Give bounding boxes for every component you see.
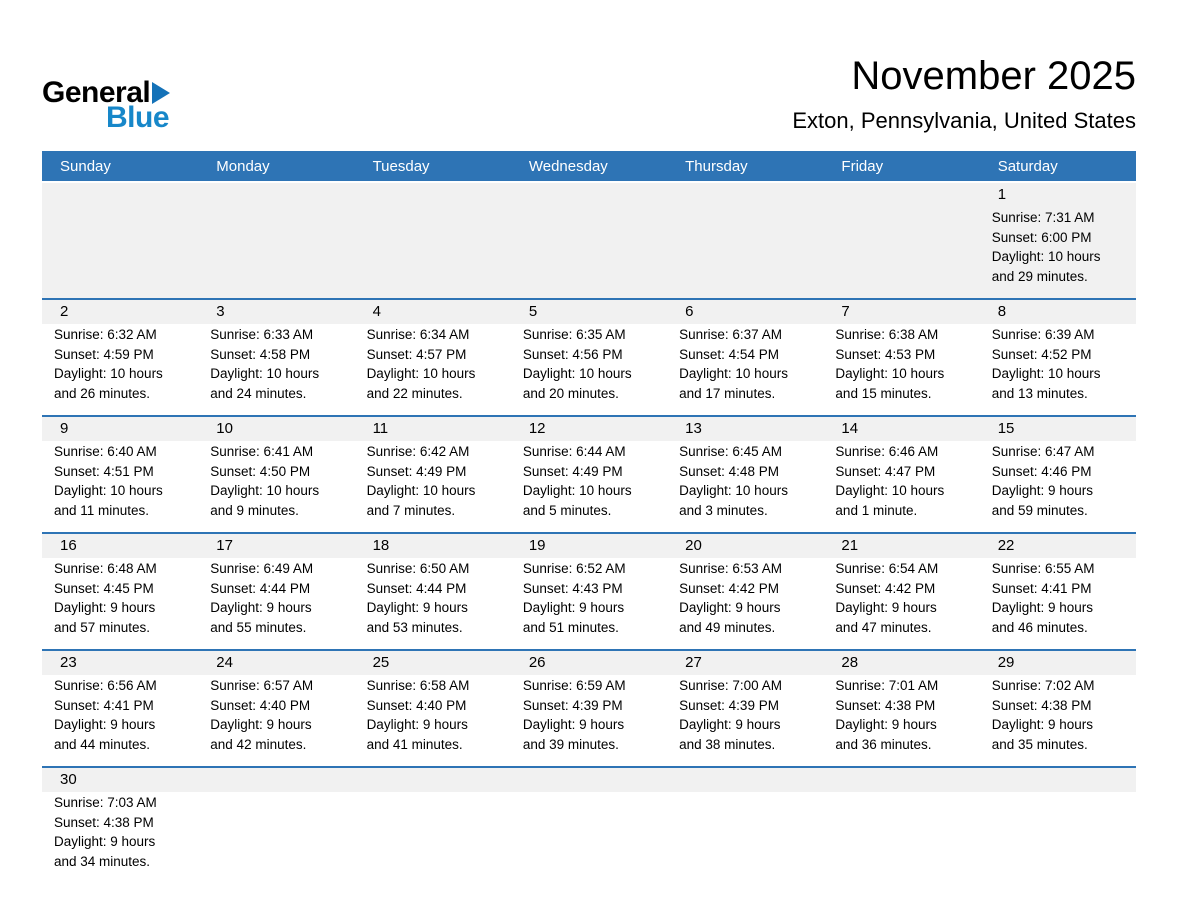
daylight-text-line2: and 20 minutes. — [522, 385, 619, 401]
daylight-text-line2: and 1 minute. — [835, 502, 918, 518]
day-cell-17 — [198, 558, 354, 649]
daylight-text-line1: Daylight: 9 hours — [835, 600, 937, 615]
daylight-text-line2: and 42 minutes. — [210, 736, 307, 752]
day-content-row — [42, 441, 1136, 532]
daylight-text-line1: Daylight: 10 hours — [991, 366, 1101, 381]
weekday-wednesday: Wednesday — [528, 157, 608, 175]
logo-text-blue: Blue — [106, 101, 170, 134]
empty-day-number — [980, 768, 1136, 792]
empty-day-number — [511, 183, 667, 207]
day-content-row — [42, 207, 1136, 298]
daylight-text-line2: and 36 minutes. — [835, 736, 932, 752]
day-cell-15 — [980, 441, 1136, 532]
day-cell-24 — [198, 675, 354, 766]
daylight-text-line2: and 59 minutes. — [991, 502, 1088, 518]
sunrise-text: Sunrise: 6:42 AM — [366, 444, 470, 459]
sunset-text: Sunset: 4:48 PM — [679, 463, 779, 479]
day-content-row — [42, 675, 1136, 766]
day-number-23: 23 — [60, 654, 77, 671]
empty-day-cell — [823, 792, 979, 883]
sunrise-text: Sunrise: 6:54 AM — [835, 561, 939, 576]
sunset-text: Sunset: 4:53 PM — [835, 346, 936, 362]
day-cell-9 — [42, 441, 198, 532]
daylight-text-line2: and 51 minutes. — [522, 619, 619, 635]
daylight-text-line2: and 29 minutes. — [991, 268, 1088, 284]
week-row-3 — [42, 415, 1136, 532]
sunset-text: Sunset: 4:50 PM — [210, 463, 311, 479]
sunset-text: Sunset: 4:42 PM — [679, 580, 779, 596]
daylight-text-line1: Daylight: 10 hours — [366, 366, 476, 381]
weekday-saturday: Saturday — [997, 157, 1058, 175]
sunset-text: Sunset: 4:40 PM — [210, 697, 311, 713]
sunrise-text: Sunrise: 6:32 AM — [54, 327, 157, 342]
sunset-text: Sunset: 4:46 PM — [991, 463, 1092, 479]
daylight-text-line1: Daylight: 10 hours — [366, 483, 476, 498]
day-number-15: 15 — [997, 420, 1015, 437]
daylight-text-line2: and 41 minutes. — [366, 736, 463, 752]
empty-day-number — [355, 183, 511, 207]
empty-day-number — [198, 183, 354, 207]
day-cell-6 — [667, 324, 823, 415]
daylight-text-line2: and 5 minutes. — [522, 502, 612, 518]
day-cell-18 — [355, 558, 511, 649]
calendar-location: Exton, Pennsylvania, United States — [792, 108, 1136, 133]
sunset-text: Sunset: 6:00 PM — [991, 229, 1092, 245]
daylight-text-line1: Daylight: 10 hours — [522, 366, 632, 381]
sunrise-text: Sunrise: 6:56 AM — [54, 678, 157, 693]
daylight-text-line1: Daylight: 10 hours — [991, 249, 1101, 264]
daylight-text-line1: Daylight: 9 hours — [991, 483, 1094, 498]
day-cell-25 — [355, 675, 511, 766]
day-number-22: 22 — [997, 537, 1015, 554]
sunset-text: Sunset: 4:54 PM — [679, 346, 779, 362]
empty-day-cell — [198, 207, 354, 298]
title-block — [792, 54, 1136, 134]
weekday-header-row — [42, 151, 1136, 181]
day-cell-28 — [823, 675, 979, 766]
sunset-text: Sunset: 4:44 PM — [210, 580, 311, 596]
empty-day-cell — [823, 207, 979, 298]
daylight-text-line2: and 55 minutes. — [210, 619, 307, 635]
daylight-text-line2: and 11 minutes. — [54, 502, 150, 518]
daylight-text-line2: and 47 minutes. — [835, 619, 932, 635]
sunrise-text: Sunrise: 6:33 AM — [210, 327, 314, 342]
weekday-thursday: Thursday — [685, 157, 748, 175]
daylight-text-line1: Daylight: 10 hours — [210, 483, 320, 498]
sunrise-text: Sunrise: 6:58 AM — [366, 678, 470, 693]
day-number-27: 27 — [685, 654, 702, 671]
logo-text-general: General — [42, 76, 151, 109]
daylight-text-line1: Daylight: 9 hours — [54, 600, 156, 615]
sunrise-text: Sunrise: 6:35 AM — [522, 327, 626, 342]
daylight-text-line1: Daylight: 10 hours — [522, 483, 632, 498]
day-number-19: 19 — [528, 537, 546, 554]
empty-day-number — [667, 183, 823, 207]
daylight-text-line1: Daylight: 9 hours — [210, 717, 312, 732]
day-number-30: 30 — [60, 771, 77, 788]
day-number-17: 17 — [216, 537, 233, 554]
day-cell-19 — [511, 558, 667, 649]
week-row-5 — [42, 649, 1136, 766]
daylight-text-line2: and 17 minutes. — [679, 385, 776, 401]
day-number-26: 26 — [528, 654, 546, 671]
daylight-text-line2: and 13 minutes. — [991, 385, 1088, 401]
day-number-7: 7 — [841, 303, 850, 320]
weekday-friday: Friday — [841, 157, 884, 175]
sunset-text: Sunset: 4:57 PM — [366, 346, 467, 362]
week-row-4 — [42, 532, 1136, 649]
sunset-text: Sunset: 4:38 PM — [54, 814, 154, 830]
calendar-grid — [42, 151, 1136, 883]
day-cell-16 — [42, 558, 198, 649]
sunset-text: Sunset: 4:51 PM — [54, 463, 154, 479]
day-number-stripe — [42, 417, 1136, 441]
empty-day-number — [42, 183, 198, 207]
day-number-10: 10 — [216, 420, 233, 437]
day-number-1: 1 — [997, 186, 1007, 203]
daylight-text-line2: and 39 minutes. — [522, 736, 619, 752]
page-header — [0, 0, 1188, 151]
sunrise-text: Sunrise: 7:31 AM — [991, 210, 1095, 225]
day-cell-30 — [42, 792, 198, 883]
sunrise-text: Sunrise: 6:52 AM — [522, 561, 626, 576]
weeks-container — [42, 181, 1136, 883]
day-number-6: 6 — [685, 303, 694, 320]
day-number-28: 28 — [841, 654, 859, 671]
daylight-text-line1: Daylight: 9 hours — [522, 600, 625, 615]
day-number-9: 9 — [60, 420, 69, 437]
sunset-text: Sunset: 4:41 PM — [54, 697, 154, 713]
daylight-text-line2: and 49 minutes. — [679, 619, 776, 635]
day-cell-7 — [823, 324, 979, 415]
weekday-tuesday: Tuesday — [372, 157, 430, 175]
empty-day-cell — [511, 207, 667, 298]
sunrise-text: Sunrise: 6:39 AM — [991, 327, 1095, 342]
empty-day-number — [667, 768, 823, 792]
day-number-14: 14 — [841, 420, 859, 437]
day-number-stripe — [42, 183, 1136, 207]
sunrise-text: Sunrise: 6:46 AM — [835, 444, 939, 459]
daylight-text-line2: and 53 minutes. — [366, 619, 463, 635]
day-cell-12 — [511, 441, 667, 532]
daylight-text-line2: and 44 minutes. — [54, 736, 151, 752]
daylight-text-line1: Daylight: 10 hours — [835, 366, 945, 381]
daylight-text-line2: and 3 minutes. — [679, 502, 768, 518]
sunset-text: Sunset: 4:42 PM — [835, 580, 936, 596]
daylight-text-line2: and 15 minutes. — [835, 385, 932, 401]
day-number-11: 11 — [372, 420, 389, 437]
sunrise-text: Sunrise: 6:41 AM — [210, 444, 314, 459]
daylight-text-line2: and 9 minutes. — [210, 502, 299, 518]
daylight-text-line1: Daylight: 9 hours — [991, 717, 1094, 732]
daylight-text-line2: and 24 minutes. — [210, 385, 307, 401]
day-number-5: 5 — [528, 303, 538, 320]
day-cell-22 — [980, 558, 1136, 649]
daylight-text-line1: Daylight: 9 hours — [835, 717, 937, 732]
daylight-text-line1: Daylight: 10 hours — [210, 366, 320, 381]
empty-day-number — [198, 768, 354, 792]
empty-day-cell — [355, 207, 511, 298]
day-cell-29 — [980, 675, 1136, 766]
day-number-24: 24 — [216, 654, 233, 671]
sunrise-text: Sunrise: 7:02 AM — [991, 678, 1095, 693]
sunset-text: Sunset: 4:59 PM — [54, 346, 154, 362]
daylight-text-line1: Daylight: 9 hours — [679, 717, 781, 732]
sunset-text: Sunset: 4:56 PM — [522, 346, 623, 362]
day-cell-27 — [667, 675, 823, 766]
sunrise-text: Sunrise: 6:45 AM — [679, 444, 782, 459]
day-cell-14 — [823, 441, 979, 532]
sunrise-text: Sunrise: 6:37 AM — [679, 327, 782, 342]
sunrise-text: Sunrise: 6:48 AM — [54, 561, 157, 576]
empty-day-cell — [42, 207, 198, 298]
day-cell-2 — [42, 324, 198, 415]
sunset-text: Sunset: 4:41 PM — [991, 580, 1092, 596]
day-number-2: 2 — [60, 303, 69, 320]
empty-day-cell — [511, 792, 667, 883]
empty-day-number — [511, 768, 667, 792]
sunrise-text: Sunrise: 6:47 AM — [991, 444, 1095, 459]
sunset-text: Sunset: 4:52 PM — [991, 346, 1092, 362]
day-number-stripe — [42, 300, 1136, 324]
sunrise-text: Sunrise: 6:40 AM — [54, 444, 157, 459]
day-number-stripe — [42, 534, 1136, 558]
day-cell-4 — [355, 324, 511, 415]
day-number-3: 3 — [216, 303, 225, 320]
daylight-text-line1: Daylight: 9 hours — [210, 600, 312, 615]
daylight-text-line1: Daylight: 9 hours — [679, 600, 781, 615]
day-content-row — [42, 558, 1136, 649]
empty-day-cell — [355, 792, 511, 883]
empty-day-number — [823, 183, 979, 207]
daylight-text-line2: and 7 minutes. — [366, 502, 456, 518]
daylight-text-line1: Daylight: 9 hours — [366, 717, 468, 732]
day-content-row — [42, 792, 1136, 883]
week-row-1 — [42, 181, 1136, 298]
sunrise-text: Sunrise: 7:00 AM — [679, 678, 782, 693]
weekday-monday: Monday — [216, 157, 270, 175]
day-number-12: 12 — [528, 420, 546, 437]
sunrise-text: Sunrise: 6:50 AM — [366, 561, 470, 576]
daylight-text-line2: and 35 minutes. — [991, 736, 1088, 752]
day-cell-26 — [511, 675, 667, 766]
day-number-18: 18 — [372, 537, 390, 554]
day-cell-20 — [667, 558, 823, 649]
daylight-text-line2: and 38 minutes. — [679, 736, 776, 752]
daylight-text-line1: Daylight: 10 hours — [54, 366, 163, 381]
week-row-2 — [42, 298, 1136, 415]
sunset-text: Sunset: 4:45 PM — [54, 580, 154, 596]
sunset-text: Sunset: 4:39 PM — [679, 697, 779, 713]
sunrise-text: Sunrise: 6:57 AM — [210, 678, 314, 693]
day-number-20: 20 — [685, 537, 702, 554]
daylight-text-line2: and 57 minutes. — [54, 619, 151, 635]
day-cell-11 — [355, 441, 511, 532]
calendar-month-title: November 2025 — [851, 54, 1136, 98]
daylight-text-line2: and 26 minutes. — [54, 385, 151, 401]
sunset-text: Sunset: 4:43 PM — [522, 580, 623, 596]
day-content-row — [42, 324, 1136, 415]
empty-day-cell — [980, 792, 1136, 883]
day-number-stripe — [42, 651, 1136, 675]
sunset-text: Sunset: 4:39 PM — [522, 697, 623, 713]
daylight-text-line1: Daylight: 9 hours — [366, 600, 468, 615]
sunrise-text: Sunrise: 6:53 AM — [679, 561, 782, 576]
sunset-text: Sunset: 4:38 PM — [835, 697, 936, 713]
sunset-text: Sunset: 4:40 PM — [366, 697, 467, 713]
empty-day-number — [355, 768, 511, 792]
day-cell-8 — [980, 324, 1136, 415]
sunset-text: Sunset: 4:38 PM — [991, 697, 1092, 713]
day-number-stripe — [42, 768, 1136, 792]
day-number-29: 29 — [997, 654, 1015, 671]
empty-day-cell — [667, 792, 823, 883]
daylight-text-line1: Daylight: 10 hours — [679, 366, 788, 381]
day-cell-5 — [511, 324, 667, 415]
daylight-text-line1: Daylight: 10 hours — [54, 483, 163, 498]
day-number-13: 13 — [685, 420, 702, 437]
sunrise-text: Sunrise: 6:38 AM — [835, 327, 939, 342]
sunrise-text: Sunrise: 6:49 AM — [210, 561, 314, 576]
week-row-6 — [42, 766, 1136, 883]
day-number-4: 4 — [372, 303, 381, 320]
empty-day-number — [823, 768, 979, 792]
daylight-text-line1: Daylight: 10 hours — [835, 483, 945, 498]
day-cell-10 — [198, 441, 354, 532]
sunrise-text: Sunrise: 6:34 AM — [366, 327, 470, 342]
general-blue-logo — [42, 54, 170, 135]
sunrise-text: Sunrise: 7:03 AM — [54, 795, 157, 810]
empty-day-cell — [198, 792, 354, 883]
daylight-text-line1: Daylight: 9 hours — [991, 600, 1094, 615]
day-cell-23 — [42, 675, 198, 766]
day-number-16: 16 — [60, 537, 77, 554]
daylight-text-line1: Daylight: 10 hours — [679, 483, 788, 498]
weekday-sunday: Sunday — [60, 157, 111, 175]
sunset-text: Sunset: 4:58 PM — [210, 346, 311, 362]
day-number-25: 25 — [372, 654, 390, 671]
day-cell-3 — [198, 324, 354, 415]
sunset-text: Sunset: 4:49 PM — [366, 463, 467, 479]
sunrise-text: Sunrise: 6:55 AM — [991, 561, 1095, 576]
sunset-text: Sunset: 4:47 PM — [835, 463, 936, 479]
day-number-21: 21 — [841, 537, 859, 554]
daylight-text-line2: and 22 minutes. — [366, 385, 463, 401]
daylight-text-line2: and 34 minutes. — [54, 853, 151, 869]
day-number-8: 8 — [997, 303, 1007, 320]
empty-day-cell — [667, 207, 823, 298]
daylight-text-line1: Daylight: 9 hours — [522, 717, 625, 732]
daylight-text-line2: and 46 minutes. — [991, 619, 1088, 635]
day-cell-1 — [980, 207, 1136, 298]
sunset-text: Sunset: 4:44 PM — [366, 580, 467, 596]
sunrise-text: Sunrise: 6:44 AM — [522, 444, 626, 459]
sunrise-text: Sunrise: 7:01 AM — [835, 678, 939, 693]
daylight-text-line1: Daylight: 9 hours — [54, 834, 156, 849]
day-cell-13 — [667, 441, 823, 532]
daylight-text-line1: Daylight: 9 hours — [54, 717, 156, 732]
sunrise-text: Sunrise: 6:59 AM — [522, 678, 626, 693]
sunset-text: Sunset: 4:49 PM — [522, 463, 623, 479]
day-cell-21 — [823, 558, 979, 649]
